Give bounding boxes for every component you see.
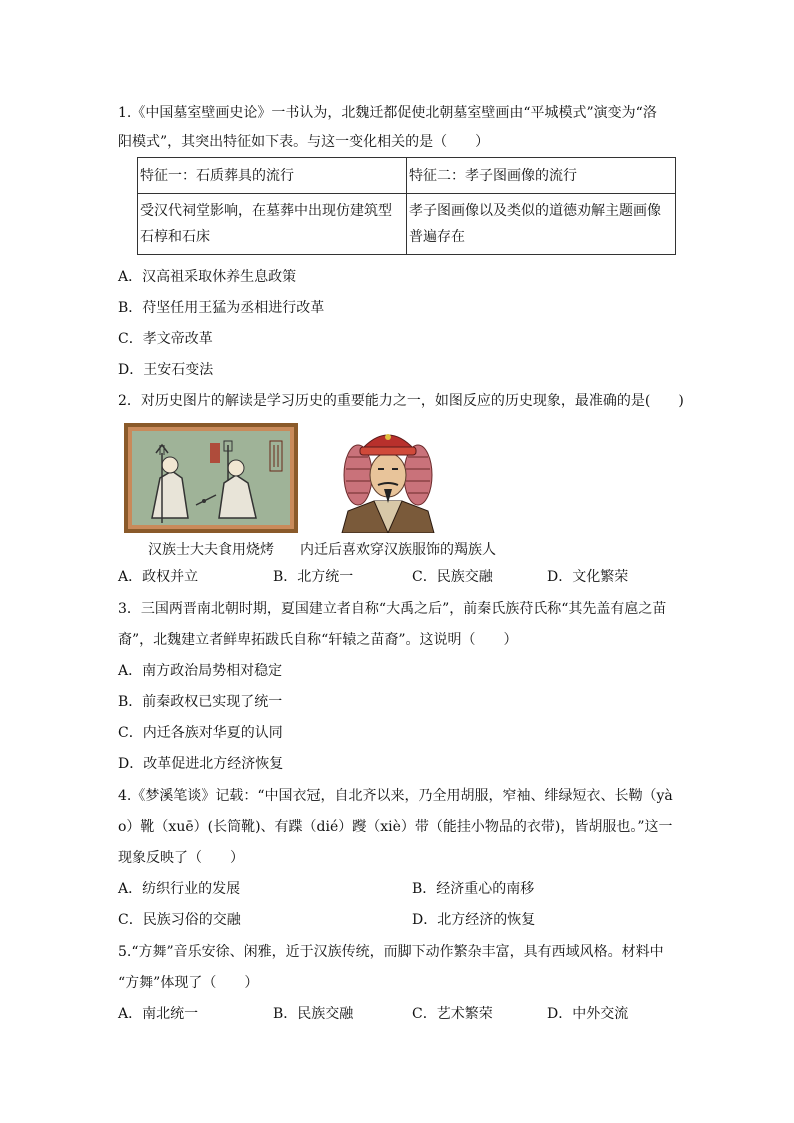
q2-caption-right: 内迁后喜欢穿汉族服饰的羯族人	[300, 542, 496, 558]
table-header-cell: 特征二：孝子图画像的流行	[407, 158, 676, 194]
table-row	[138, 194, 676, 255]
q3-option-c: C．内迁各族对华夏的认同	[118, 725, 283, 741]
q3-option-a: A．南方政治局势相对稳定	[118, 663, 283, 679]
q4-option-d: D．北方经济的恢复	[412, 912, 536, 928]
q5-option-c: C．艺术繁荣	[412, 1006, 493, 1022]
q2-option-d: D．文化繁荣	[547, 569, 629, 585]
q1-option-b: B．苻坚任用王猛为丞相进行改革	[118, 300, 325, 316]
mural-image	[124, 423, 298, 533]
q3-stem-line1: 3．三国两晋南北朝时期，夏国建立者自称“大禹之后”，前秦氏族苻氏称“其先盖有扈之苗	[118, 601, 667, 617]
q2-option-c: C．民族交融	[412, 569, 493, 585]
q3-option-d: D．改革促进北方经济恢复	[118, 756, 284, 772]
q1-stem-line1: 1.《中国墓室壁画史论》一书认为，北魏迁都促使北朝墓室壁画由“平城模式”演变为“洛	[118, 105, 657, 121]
table-row	[138, 158, 676, 194]
q4-option-a: A．纺织行业的发展	[118, 881, 241, 897]
q5-option-d: D．中外交流	[547, 1006, 629, 1022]
q2-option-a: A．政权并立	[118, 569, 199, 585]
table-cell: 受汉代祠堂影响，在墓葬中出现仿建筑型石椁和石床	[138, 194, 407, 255]
q3-option-b: B．前秦政权已实现了统一	[118, 694, 283, 710]
jie-portrait-image	[334, 423, 442, 533]
table-cell: 孝子图画像以及类似的道德劝解主题画像普遍存在	[407, 194, 676, 255]
q5-stem-line2: “方舞”体现了（ ）	[118, 975, 259, 991]
q1-stem-line2: 阳模式”，其突出特征如下表。与这一变化相关的是（ ）	[118, 134, 490, 150]
q1-option-a: A．汉高祖采取休养生息政策	[118, 269, 297, 285]
q1-feature-table	[137, 157, 676, 255]
q2-stem: 2．对历史图片的解读是学习历史的重要能力之一，如图反应的历史现象，最准确的是( )	[118, 393, 684, 409]
q2-option-b: B．北方统一	[273, 569, 354, 585]
q2-caption-left: 汉族士大夫食用烧烤	[148, 542, 274, 558]
q5-stem-line1: 5.“方舞”音乐安徐、闲雅，近于汉族传统，而脚下动作繁杂丰富，具有西域风格。材料中	[118, 944, 664, 960]
q1-option-d: D．王安石变法	[118, 362, 214, 378]
q4-stem-line2: o）靴（xuē）(长筒靴)、有蹀（dié）躞（xiè）带（能挂小物品的衣带)，皆胡服也。”这一	[118, 819, 673, 835]
q4-option-b: B．经济重心的南移	[412, 881, 535, 897]
q5-option-b: B．民族交融	[273, 1006, 354, 1022]
q4-option-c: C．民族习俗的交融	[118, 912, 241, 928]
q1-option-c: C．孝文帝改革	[118, 331, 213, 347]
q5-option-a: A．南北统一	[118, 1006, 199, 1022]
table-header-cell: 特征一：石质葬具的流行	[138, 158, 407, 194]
q4-stem-line3: 现象反映了（ ）	[118, 850, 244, 866]
q4-stem-line1: 4.《梦溪笔谈》记载：“中国衣冠，自北齐以来，乃全用胡服，窄袖、绯绿短衣、长靿（yà	[118, 788, 673, 804]
q3-stem-line2: 裔”，北魏建立者鲜卑拓跋氏自称“轩辕之苗裔”。这说明（ ）	[118, 632, 518, 648]
